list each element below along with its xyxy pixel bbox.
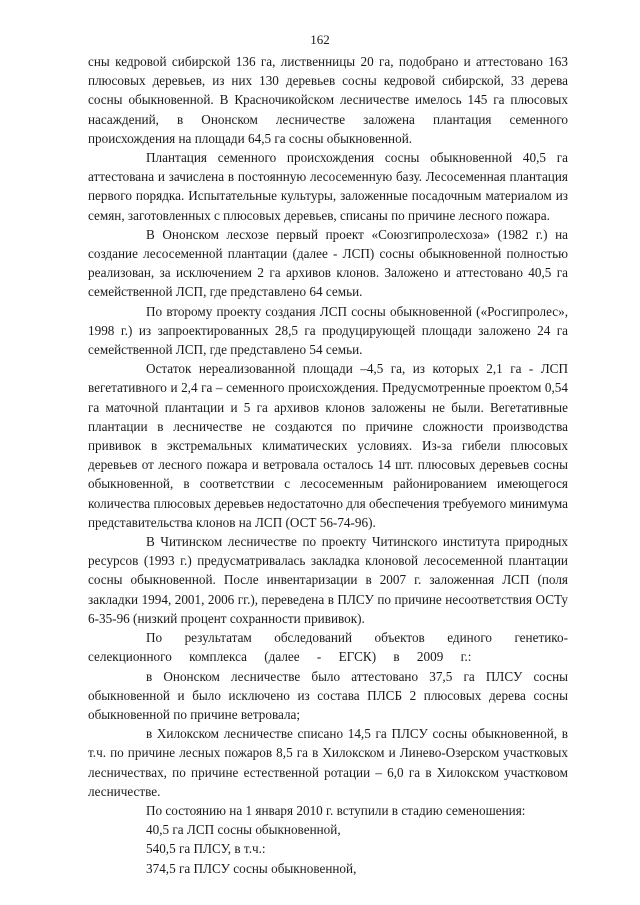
paragraph: По результатам обследований объектов единого генетико-селекционного комплекса (далее - ЕГСК) в 2009 г.: <box>88 630 568 665</box>
list-item: 540,5 га ПЛСУ, в т.ч.: <box>146 841 266 857</box>
paragraph: По состоянию на 1 января 2010 г. вступили в стадию семеношения: <box>146 802 526 818</box>
paragraph: По второму проекту создания ЛСП сосны обыкновенной («Росгипролес», 1998 г.) из запроектированных 28,5 га продуцирующей площади заложено 24 га семейственной ЛСП, где представлено 54 семьи. <box>88 303 568 358</box>
paragraph: Остаток нереализованной площади –4,5 га, из которых 2,1 га - ЛСП вегетативного и 2,4 га – семенного происхождения. Предусмотренные проектом 0,54 га маточной плантации и 5 га архивов клонов заложены не были. Вегетативные плантации в лесничестве не создаются по причине сложности производства прививок в экстремальных климатических условиях. Из-за гибели плюсовых деревьев от лесного пожара и ветровала осталось 14 шт. плюсовых деревьев сосны обыкновенной, в соответствии с лесосеменным районированием имеющегося количества плюсовых деревьев недостаточно для обеспечения требуемого минимума представительства клонов на ЛСП (ОСТ 56-74-96). <box>88 361 568 530</box>
paragraph: В Читинском лесничестве по проекту Читинского института природных ресурсов (1993 г.) предусматривалась закладка клоновой лесосеменной плантации сосны обыкновенной. После инвентаризации в 2007 г. заложенная ЛСП (поля закладки 1994, 2001, 2006 гг.), переведена в ПЛСУ по причине несоответствия ОСТу 6-35-96 (низкий процент сохранности прививок). <box>88 534 568 626</box>
page-number: 162 <box>310 32 330 47</box>
page-body <box>88 52 568 878</box>
paragraph: В Ононском лесхозе первый проект «Союзгипролесхоза» (1982 г.) на создание лесосеменной плантации (далее - ЛСП) сосны обыкновенной полностью реализован, за исключением 2 га архивов клонов. Заложено и аттестовано 40,5 га семейственной ЛСП, где представлено 64 семьи. <box>88 226 568 300</box>
list-item: 374,5 га ПЛСУ сосны обыкновенной, <box>146 860 357 876</box>
paragraph-continuation: сны кедровой сибирской 136 га, лиственницы 20 га, подобрано и аттестовано 163 плюсовых деревьев, из них 130 деревьев сосны кедровой сибирской, 33 дерева сосны обыкновенной. В Красночикойском лесничестве имелось 145 га плюсовых насаждений, в Ононском лесничестве заложена плантация семенного происхождения на площади 64,5 га сосны обыкновенной. <box>88 54 568 146</box>
list-item: 40,5 га ЛСП сосны обыкновенной, <box>146 822 341 838</box>
paragraph: в Ононском лесничестве было аттестовано 37,5 га ПЛСУ сосны обыкновенной и было исключено из состава ПЛСБ 2 плюсовых дерева сосны обыкновенной по причине ветровала; <box>88 668 568 722</box>
paragraph: Плантация семенного происхождения сосны обыкновенной 40,5 га аттестована и зачислена в постоянную лесосеменную базу. Лесосеменная плантация первого порядка. Испытательные культуры, заложенные посадочным материалом из семян, заготовленных с плюсовых деревьев, списаны по причине лесного пожара. <box>88 150 568 223</box>
paragraph: в Хилокском лесничестве списано 14,5 га ПЛСУ сосны обыкновенной, в т.ч. по причине лесных пожаров 8,5 га в Хилокском и Линево-Озерском участковых лесничествах, по причине естественной ротации – 6,0 га в Хилокском участковом лесничестве. <box>88 726 568 799</box>
